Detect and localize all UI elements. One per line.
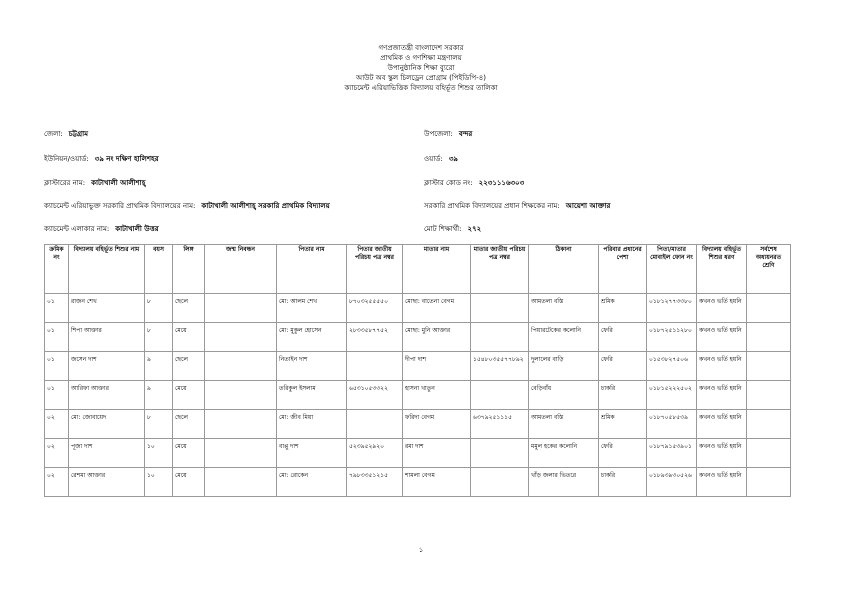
cell-age: ৯: [145, 352, 173, 381]
cell-serial: ০১: [45, 294, 69, 323]
cell-birth-registration: [205, 468, 277, 497]
cell-age: ৮: [145, 410, 173, 439]
total-students-value: ২৭২: [467, 225, 482, 233]
document-header: [0, 43, 842, 93]
union-field: [44, 153, 159, 165]
cell-mother-name: হাসনা খাতুন: [403, 381, 471, 410]
cell-mobile: ০১৮৭০৫৮৫৩৯: [647, 410, 697, 439]
cell-serial: ০১: [45, 323, 69, 352]
col-father-name: পিতার নাম: [277, 245, 347, 294]
cell-serial: ০২: [45, 410, 69, 439]
col-occupation: পরিবার প্রধানের পেশা: [599, 245, 647, 294]
cell-mobile: ০১৮৯৩৯৩০৫২৬: [647, 468, 697, 497]
cell-last-class: [747, 294, 791, 323]
cell-child-type: কখনও ভর্তি হয়নি: [697, 468, 747, 497]
cell-father-name: মো: আলম শেখ: [277, 294, 347, 323]
cell-father-name: মো: জীব মিয়া: [277, 410, 347, 439]
cell-birth-registration: [205, 323, 277, 352]
cell-child-name: জসেন দাশ: [69, 352, 145, 381]
cell-occupation: চাকরি: [599, 468, 647, 497]
cell-child-name: শিপা আক্তার: [69, 323, 145, 352]
header-government: গণপ্রজাতন্ত্রী বাংলাদেশ সরকার: [378, 44, 464, 52]
cell-gender: মেয়ে: [173, 381, 205, 410]
cell-address: খাঁড় জলার ভিতরে: [529, 468, 599, 497]
cell-gender: মেয়ে: [173, 323, 205, 352]
col-last-class: সর্বশেষ অধ্যয়নরত শ্রেণি: [747, 245, 791, 294]
cell-birth-registration: [205, 410, 277, 439]
cell-mobile: ০১৮৭২৫১১২৮০: [647, 323, 697, 352]
cluster-code-label: ক্লাস্টার কোড নং:: [424, 179, 473, 187]
ward-value: ৩৯: [448, 155, 458, 163]
cell-age: ১০: [145, 439, 173, 468]
col-mother-nid: মাতার জাতীয় পরিচয় পত্র নম্বর: [471, 245, 529, 294]
cell-mother-nid: ৬৩৭৯২৫১১১৫: [471, 410, 529, 439]
cell-father-nid: [347, 410, 403, 439]
catchment-area-label: ক্যাচমেন্ট এলাকার নাম:: [44, 225, 110, 233]
table-body: [45, 294, 791, 497]
cell-father-nid: ৫২৩৯৫২৯২০: [347, 439, 403, 468]
catchment-area-field: [44, 223, 159, 235]
upazila-label: উপজেলা:: [424, 130, 453, 138]
cell-father-nid: ৮৭০৩২৫৫৫৫০: [347, 294, 403, 323]
col-serial: ক্রমিক নং: [45, 245, 69, 294]
cell-mobile: ০১৮৭৯১৫৩৯০১: [647, 439, 697, 468]
col-address: ঠিকানা: [529, 245, 599, 294]
cell-mother-nid: [471, 468, 529, 497]
cell-occupation: চাকরি: [599, 381, 647, 410]
ward-field: [424, 153, 458, 165]
cell-mother-nid: [471, 439, 529, 468]
cell-occupation: ফেরি: [599, 323, 647, 352]
cell-child-name: রেশমা আক্তার: [69, 468, 145, 497]
ward-label: ওয়ার্ড:: [424, 155, 443, 163]
cell-father-nid: [347, 352, 403, 381]
table-row: [45, 410, 791, 439]
cell-mother-nid: [471, 323, 529, 352]
col-child-type: বিদ্যালয় বহির্ভূত শিশুর ধরণ: [697, 245, 747, 294]
cell-mother-name: মোছা: বাতেনা বেগম: [403, 294, 471, 323]
table-row: [45, 352, 791, 381]
cell-father-name: বাপ্পু দাশ: [277, 439, 347, 468]
cell-occupation: শ্রমিক: [599, 294, 647, 323]
cell-gender: মেয়ে: [173, 468, 205, 497]
cell-gender: ছেলে: [173, 352, 205, 381]
page-number: ১: [418, 546, 424, 554]
total-students-label: মোট শিক্ষার্থী:: [424, 225, 462, 233]
col-child-name: বিদ্যালয় বহির্ভূত শিশুর নাম: [69, 245, 145, 294]
header-bureau: উপানুষ্ঠানিক শিক্ষা ব্যুরো: [387, 64, 455, 72]
cell-serial: ০২: [45, 439, 69, 468]
cell-address: পিয়ারটেকের কলোনি: [529, 323, 599, 352]
cell-mother-name: রমা দাশ: [403, 439, 471, 468]
head-teacher-field: [424, 200, 610, 212]
table-row: [45, 439, 791, 468]
cell-father-nid: ৬৫৩১০৫৩৩২২: [347, 381, 403, 410]
cell-birth-registration: [205, 294, 277, 323]
col-father-nid: পিতার জাতীয় পরিচয় পত্র নম্বর: [347, 245, 403, 294]
cell-mother-nid: [471, 294, 529, 323]
cell-mobile: ০১৮১২৭৭৩৩৮০: [647, 294, 697, 323]
union-label: ইউনিয়ন/ওয়ার্ড:: [44, 155, 89, 163]
cell-address: আমতলা বস্তি: [529, 294, 599, 323]
cell-father-name: তরিকুল ইসলাম: [277, 381, 347, 410]
cell-age: ৮: [145, 323, 173, 352]
cell-serial: ০১: [45, 352, 69, 381]
cell-mother-nid: ১৫৪৮০৩৫৫৭৭৮৯২: [471, 352, 529, 381]
cell-birth-registration: [205, 439, 277, 468]
cell-address: মমুল হকের কলোনি: [529, 439, 599, 468]
cell-birth-registration: [205, 381, 277, 410]
cell-mother-name: ফরিদা বেগম: [403, 410, 471, 439]
cell-address: আমতলা বস্তি: [529, 410, 599, 439]
union-value: ৩৯ নং দক্ষিণ হালিশহর: [94, 155, 159, 163]
district-value: চট্টগ্রাম: [68, 130, 89, 138]
cell-age: ১০: [145, 468, 173, 497]
upazila-field: [424, 128, 472, 140]
school-value: কাটাখালী আলীশাহ্‌ সরকারি প্রাথমিক বিদ্যালয়: [201, 202, 330, 210]
upazila-value: বন্দর: [458, 130, 473, 138]
col-gender: লিঙ্গ: [173, 245, 205, 294]
cluster-value: কাটাখালী আলীশাহ্‌: [91, 179, 146, 187]
cell-birth-registration: [205, 352, 277, 381]
cell-child-type: কখনও ভর্তি হয়নি: [697, 410, 747, 439]
header-ministry: প্রাথমিক ও গণশিক্ষা মন্ত্রণালয়: [380, 54, 462, 62]
cell-age: ৮: [145, 294, 173, 323]
cell-serial: ০১: [45, 381, 69, 410]
cell-last-class: [747, 323, 791, 352]
cell-address: দুলালের বাড়ি: [529, 352, 599, 381]
cell-mother-name: শামলা বেগম: [403, 468, 471, 497]
header-program: আউট অব স্কুল চিলড্রেন প্রোগ্রাম (পিইডিপি-৪): [356, 74, 486, 82]
cell-mother-name: দীপা দাশ: [403, 352, 471, 381]
table-row: [45, 294, 791, 323]
cell-address: বেড়িবাঁধ: [529, 381, 599, 410]
cell-child-name: রাজন শেখ: [69, 294, 145, 323]
cell-child-name: আরিফা আক্তার: [69, 381, 145, 410]
cell-child-type: কখনও ভর্তি হয়নি: [697, 352, 747, 381]
table-row: [45, 323, 791, 352]
cell-occupation: ফেরি: [599, 352, 647, 381]
cell-gender: ছেলে: [173, 410, 205, 439]
cell-child-name: মো: জোবায়েদ: [69, 410, 145, 439]
district-label: জেলা:: [44, 130, 63, 138]
cluster-code-field: [424, 177, 524, 189]
cell-father-name: মো: রোকেন: [277, 468, 347, 497]
cell-last-class: [747, 381, 791, 410]
cell-age: ৯: [145, 381, 173, 410]
col-mother-name: মাতার নাম: [403, 245, 471, 294]
head-teacher-value: আয়েশা আক্তার: [565, 202, 611, 210]
cell-mother-nid: [471, 381, 529, 410]
head-teacher-label: সরকারি প্রাথমিক বিদ্যালয়ের প্রধান শিক্ষকের নাম:: [424, 202, 560, 210]
cell-child-name: পূজা দাশ: [69, 439, 145, 468]
cell-child-type: কখনও ভর্তি হয়নি: [697, 439, 747, 468]
table-row: [45, 381, 791, 410]
col-age: বয়স: [145, 245, 173, 294]
catchment-area-value: কাটাখালী উত্তর: [115, 225, 159, 233]
cell-child-type: কখনও ভর্তি হয়নি: [697, 381, 747, 410]
table-row: [45, 468, 791, 497]
cell-serial: ০২: [45, 468, 69, 497]
cell-mobile: ০১৮১৫২২২৫০২: [647, 381, 697, 410]
cluster-label: ক্লাস্টারের নাম:: [44, 179, 86, 187]
cluster-code-value: ২২৩১১১৬৩০৩: [478, 179, 525, 187]
cell-child-type: কখনও ভর্তি হয়নি: [697, 294, 747, 323]
total-students-field: [424, 223, 481, 235]
col-mobile: পিতা/মাতার মোবাইল ফোন নং: [647, 245, 697, 294]
table-header-row: [45, 245, 791, 294]
cell-father-nid: ২৮৩৩৫৮৭৭৫২: [347, 323, 403, 352]
district-field: [44, 128, 88, 140]
col-birth-registration: জন্ম নিবন্ধন: [205, 245, 277, 294]
cell-gender: ছেলে: [173, 294, 205, 323]
cell-mobile: ০১৫৩৮২৭৫০৬: [647, 352, 697, 381]
out-of-school-children-table: [44, 244, 791, 497]
header-list-title: ক্যাচমেন্ট এরিয়াভিত্তিক বিদ্যালয় বহির্ভূত শিশুর তালিকা: [344, 84, 498, 92]
school-label: ক্যাচমেন্ট এরিয়াভুক্ত সরকারি প্রাথমিক বিদ্যালয়ের নাম:: [44, 202, 196, 210]
cell-father-name: মো: মুকুল হোসেন: [277, 323, 347, 352]
cluster-field: [44, 177, 145, 189]
cell-last-class: [747, 439, 791, 468]
cell-child-type: কখনও ভর্তি হয়নি: [697, 323, 747, 352]
cell-mother-name: মোছা: মুনি আক্তার: [403, 323, 471, 352]
cell-father-name: নিতাইন দাশ: [277, 352, 347, 381]
cell-gender: মেয়ে: [173, 439, 205, 468]
school-field: [44, 200, 330, 212]
cell-father-nid: ৭৯৮৩৩৫১২১৫: [347, 468, 403, 497]
cell-last-class: [747, 352, 791, 381]
cell-occupation: শ্রমিক: [599, 410, 647, 439]
cell-occupation: ফেরি: [599, 439, 647, 468]
cell-last-class: [747, 468, 791, 497]
cell-last-class: [747, 410, 791, 439]
